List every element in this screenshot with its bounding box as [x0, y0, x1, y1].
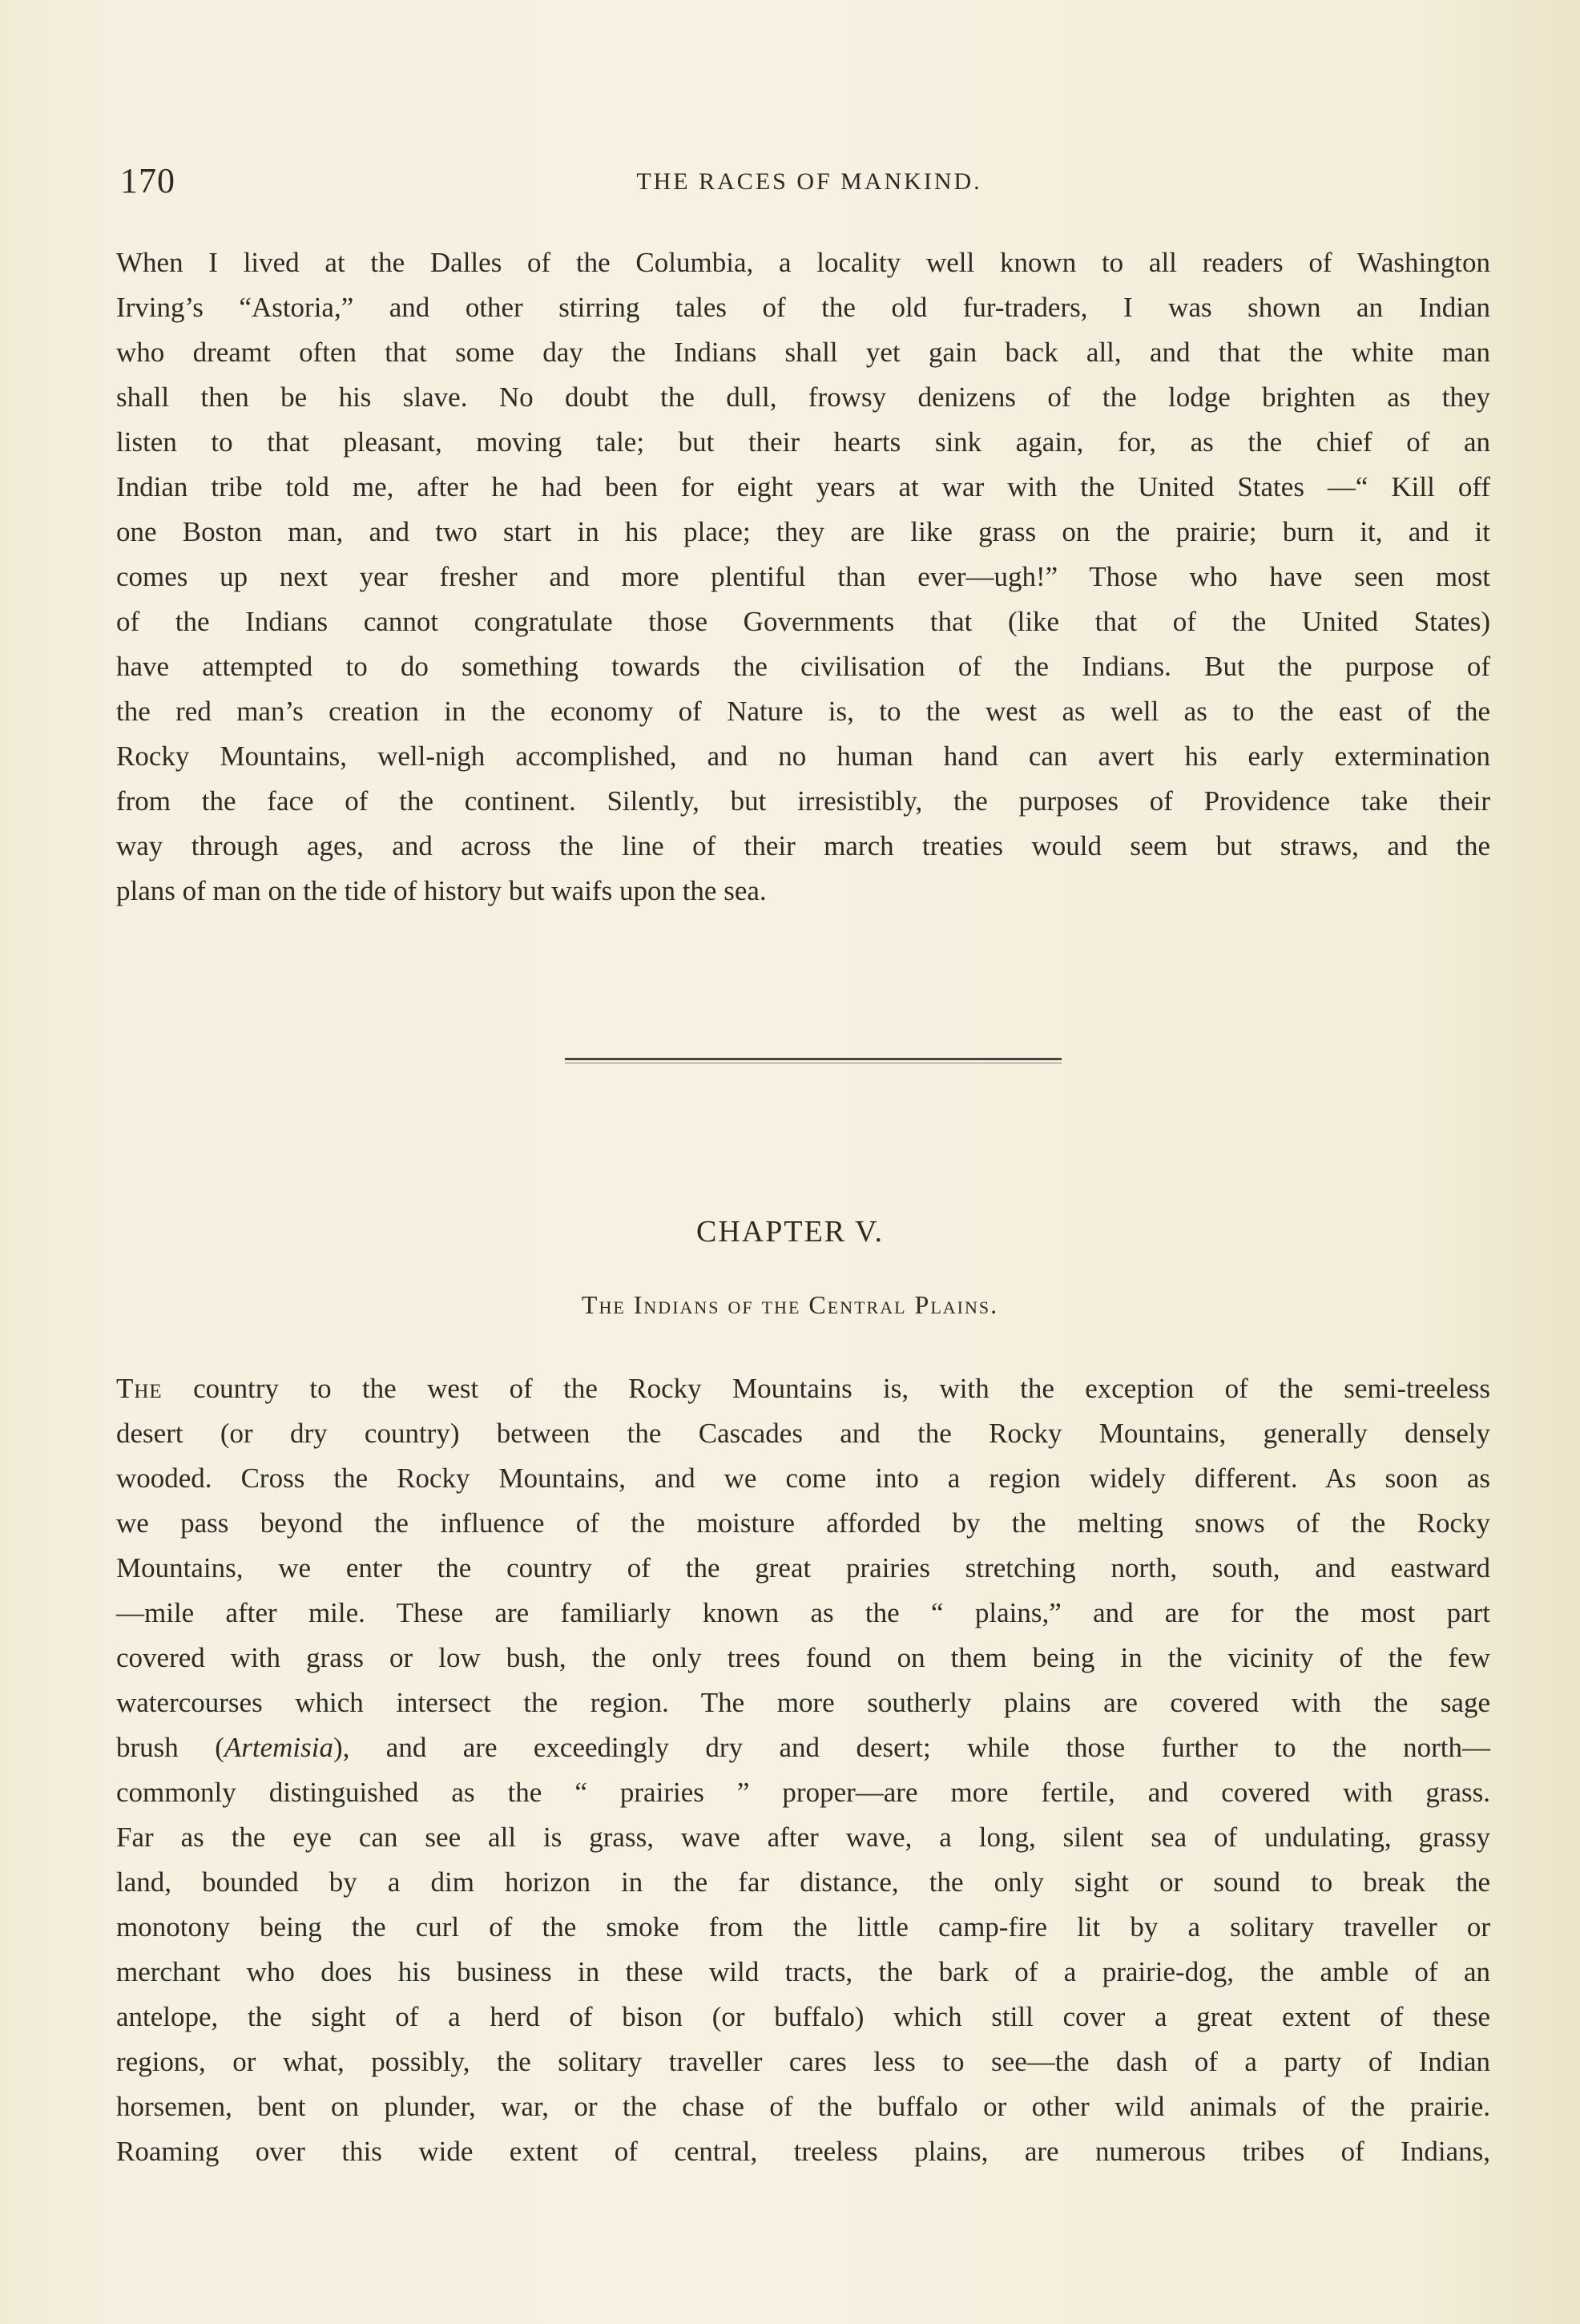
text-line: the red man’s creation in the economy of Nature is, to the west as well as to the east of the	[116, 696, 1490, 727]
opening-word: The	[116, 1373, 163, 1404]
text-line: —mile after mile. These are familiarly known as the “ plains,” and are for the most part	[116, 1597, 1490, 1628]
page-header	[120, 160, 1498, 208]
text-line	[116, 1366, 1490, 1411]
paragraph-2	[116, 1366, 1490, 2174]
text-line: watercourses which intersect the region. The more southerly plains are covered with the sage	[116, 1687, 1490, 1718]
text-line: way through ages, and across the line of their march treaties would seem but straws, and the	[116, 830, 1490, 861]
text-fragment: ), and are exceedingly dry and desert; while those further to the north—	[333, 1732, 1490, 1763]
text-line: wooded. Cross the Rocky Mountains, and we come into a region widely different. As soon as	[116, 1463, 1490, 1494]
text-line	[116, 1725, 1490, 1770]
text-line: When I lived at the Dalles of the Columbia, a locality well known to all readers of Washington	[116, 247, 1490, 278]
text-line: Rocky Mountains, well-nigh accomplished, and no human hand can avert his early extermination	[116, 740, 1490, 772]
text-line: land, bounded by a dim horizon in the far distance, the only sight or sound to break the	[116, 1866, 1490, 1898]
running-head: THE RACES OF MANKIND.	[636, 168, 982, 195]
chapter-title: CHAPTER V.	[696, 1215, 884, 1249]
text-line: regions, or what, possibly, the solitary traveller cares less to see—the dash of a party of Indian	[116, 2046, 1490, 2077]
text-line: Mountains, we enter the country of the great prairies stretching north, south, and eastward	[116, 1552, 1490, 1584]
text-line: Far as the eye can see all is grass, wave after wave, a long, silent sea of undulating, grassy	[116, 1822, 1490, 1853]
text-line: horsemen, bent on plunder, war, or the chase of the buffalo or other wild animals of the prairie.	[116, 2091, 1490, 2122]
text-fragment: country to the west of the Rocky Mountains is, with the exception of the semi-treeless	[162, 1373, 1490, 1404]
text-line: merchant who does his business in these wild tracts, the bark of a prairie-dog, the amble of an	[116, 1956, 1490, 1987]
text-line: antelope, the sight of a herd of bison (or buffalo) which still cover a great extent of these	[116, 2001, 1490, 2032]
text-line: we pass beyond the influence of the moisture afforded by the melting snows of the Rocky	[116, 1507, 1490, 1539]
text-line: Roaming over this wide extent of central, treeless plains, are numerous tribes of Indians,	[116, 2136, 1490, 2167]
text-line: of the Indians cannot congratulate those Governments that (like that of the United States)	[116, 606, 1490, 637]
text-line: desert (or dry country) between the Cascades and the Rocky Mountains, generally densely	[116, 1418, 1490, 1449]
text-line: Irving’s “Astoria,” and other stirring tales of the old fur-traders, I was shown an Indian	[116, 292, 1490, 323]
text-line: shall then be his slave. No doubt the dull, frowsy denizens of the lodge brighten as they	[116, 381, 1490, 413]
italic-term: Artemisia	[224, 1732, 333, 1763]
text-line: one Boston man, and two start in his place; they are like grass on the prairie; burn it, and it	[116, 516, 1490, 547]
text-line: from the face of the continent. Silently, but irresistibly, the purposes of Providence take their	[116, 785, 1490, 817]
text-line: Indian tribe told me, after he had been for eight years at war with the United States —“ Kill off	[116, 471, 1490, 502]
text-line: comes up next year fresher and more plentiful than ever—ugh!” Those who have seen most	[116, 561, 1490, 592]
text-line: have attempted to do something towards the civilisation of the Indians. But the purpose of	[116, 651, 1490, 682]
text-line: plans of man on the tide of history but waifs upon the sea.	[116, 875, 767, 906]
text-line: who dreamt often that some day the Indians shall yet gain back all, and that the white man	[116, 337, 1490, 368]
page-number: 170	[120, 161, 175, 200]
text-line: monotony being the curl of the smoke from the little camp-fire lit by a solitary traveller or	[116, 1911, 1490, 1943]
text-line: covered with grass or low bush, the only trees found on them being in the vicinity of the few	[116, 1642, 1490, 1673]
paragraph-1	[116, 240, 1490, 914]
section-divider	[565, 1058, 1062, 1060]
text-fragment: brush (	[116, 1732, 224, 1763]
chapter-subtitle: The Indians of the Central Plains.	[581, 1290, 999, 1319]
text-line: listen to that pleasant, moving tale; but their hearts sink again, for, as the chief of an	[116, 426, 1490, 458]
text-line: commonly distinguished as the “ prairies ” proper—are more fertile, and covered with grass.	[116, 1777, 1490, 1808]
